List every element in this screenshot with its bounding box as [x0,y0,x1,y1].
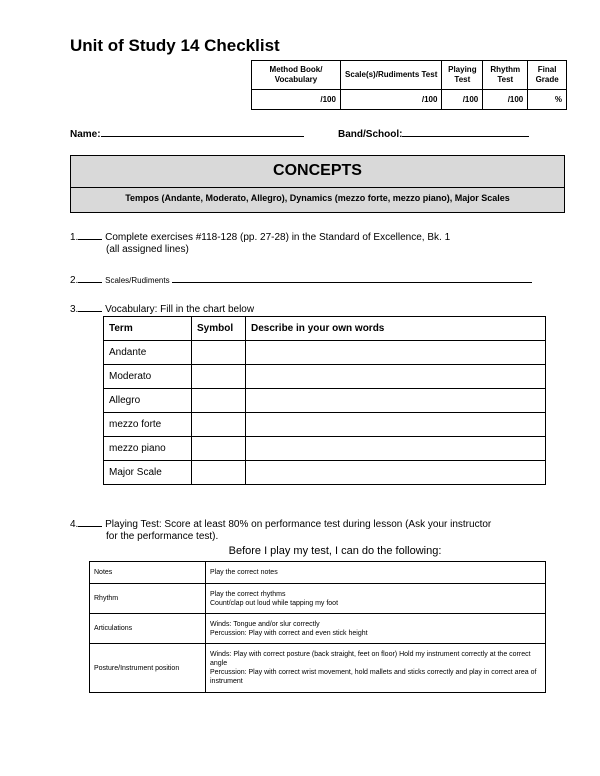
concepts-divider [71,187,564,188]
grade-table [251,60,567,110]
checklist-desc [206,584,546,614]
item-2-blank[interactable] [78,273,102,283]
grade-header-rhythm: Rhythm Test [483,61,528,90]
concepts-box [70,155,565,213]
vocab-term: mezzo piano [104,437,192,461]
checklist-key: Notes [90,562,206,584]
item-4-text: Playing Test: Score at least 80% on performance test during lesson (Ask your instructor [105,519,492,530]
name-line[interactable] [101,127,304,137]
checklist-line: Percussion: Play with correct and even stick height [210,629,368,637]
vocab-describe-cell[interactable] [246,413,546,437]
vocab-symbol-cell[interactable] [192,461,246,485]
vocab-term: mezzo forte [104,413,192,437]
name-label: Name: [70,129,101,140]
vocab-table [103,316,546,485]
checklist-key: Posture/Instrument position [90,644,206,693]
grade-score-scales[interactable]: /100 [340,90,442,110]
item-4-blank[interactable] [78,517,102,527]
grade-header-scales: Scale(s)/Rudiments Test [340,61,442,90]
item-2-number: 2. [70,275,79,286]
vocab-row [104,413,546,437]
band-row [338,127,529,140]
grade-header-method: Method Book/ Vocabulary [252,61,341,90]
item-1-text: Complete exercises #118-128 (pp. 27-28) in the Standard of Excellence, Bk. 1 [105,232,451,243]
checklist-row [90,614,546,644]
name-row [70,127,304,140]
grade-score-final[interactable]: % [528,90,567,110]
checklist-line: Play the correct rhythms [210,590,286,598]
band-line[interactable] [402,127,529,137]
vocab-term: Moderato [104,365,192,389]
checklist-row [90,644,546,693]
vocab-header-describe: Describe in your own words [246,317,546,341]
vocab-symbol-cell[interactable] [192,389,246,413]
item-4-number: 4. [70,519,79,530]
item-3-label: Vocabulary: Fill in the chart below [105,304,255,315]
item-2-label: Scales/Rudiments [105,276,170,285]
item-1-blank[interactable] [78,230,102,240]
concepts-title: CONCEPTS [273,162,362,179]
grade-score-method[interactable]: /100 [252,90,341,110]
checklist-key: Articulations [90,614,206,644]
item-3-number: 3. [70,304,79,315]
item-3-blank[interactable] [78,302,102,312]
vocab-header-term: Term [104,317,192,341]
checklist-desc [206,644,546,693]
checklist-row [90,562,546,584]
checklist-line: Play the correct notes [210,569,278,576]
item-3 [70,302,254,315]
vocab-describe-cell[interactable] [246,437,546,461]
grade-score-rhythm[interactable]: /100 [483,90,528,110]
item-1-text-2: (all assigned lines) [106,244,189,255]
page-title: Unit of Study 14 Checklist [70,36,280,55]
vocab-describe-cell[interactable] [246,389,546,413]
vocab-symbol-cell[interactable] [192,341,246,365]
checklist-key: Rhythm [90,584,206,614]
vocab-describe-cell[interactable] [246,461,546,485]
vocab-row [104,437,546,461]
vocab-row [104,389,546,413]
vocab-term: Allegro [104,389,192,413]
item-2-line[interactable] [172,273,532,283]
vocab-symbol-cell[interactable] [192,413,246,437]
checklist-line: Count/clap out loud while tapping my foot [210,599,339,607]
grade-score-playing[interactable]: /100 [442,90,483,110]
checklist-row [90,584,546,614]
vocab-row [104,341,546,365]
checklist-line: Percussion: Play with correct wrist movement, hold mallets and sticks correctly and play in correct area of instrument [210,669,537,685]
vocab-symbol-cell[interactable] [192,437,246,461]
vocab-term: Andante [104,341,192,365]
item-4 [70,517,491,530]
item-1-number: 1. [70,232,79,243]
vocab-describe-cell[interactable] [246,365,546,389]
checklist-line: Winds: Tongue and/or slur correctly [210,620,320,628]
checklist-heading: Before I play my test, I can do the following: [228,545,442,557]
vocab-describe-cell[interactable] [246,341,546,365]
vocab-row [104,461,546,485]
grade-header-playing: Playing Test [442,61,483,90]
checklist-line: Winds: Play with correct posture (back straight, feet on floor) Hold my instrument correctly at the correct angle [210,651,531,667]
vocab-row [104,365,546,389]
vocab-symbol-cell[interactable] [192,365,246,389]
concepts-subtitle: Tempos (Andante, Moderato, Allegro), Dynamics (mezzo forte, mezzo piano), Major Scales [125,193,510,203]
item-2 [70,273,532,286]
band-label: Band/School: [338,129,403,140]
item-1 [70,230,450,243]
item-4-text-2: for the performance test). [106,531,219,542]
vocab-term: Major Scale [104,461,192,485]
checklist-table [89,561,546,693]
vocab-header-symbol: Symbol [192,317,246,341]
checklist-desc [206,614,546,644]
grade-header-final: Final Grade [528,61,567,90]
checklist-desc [206,562,546,584]
